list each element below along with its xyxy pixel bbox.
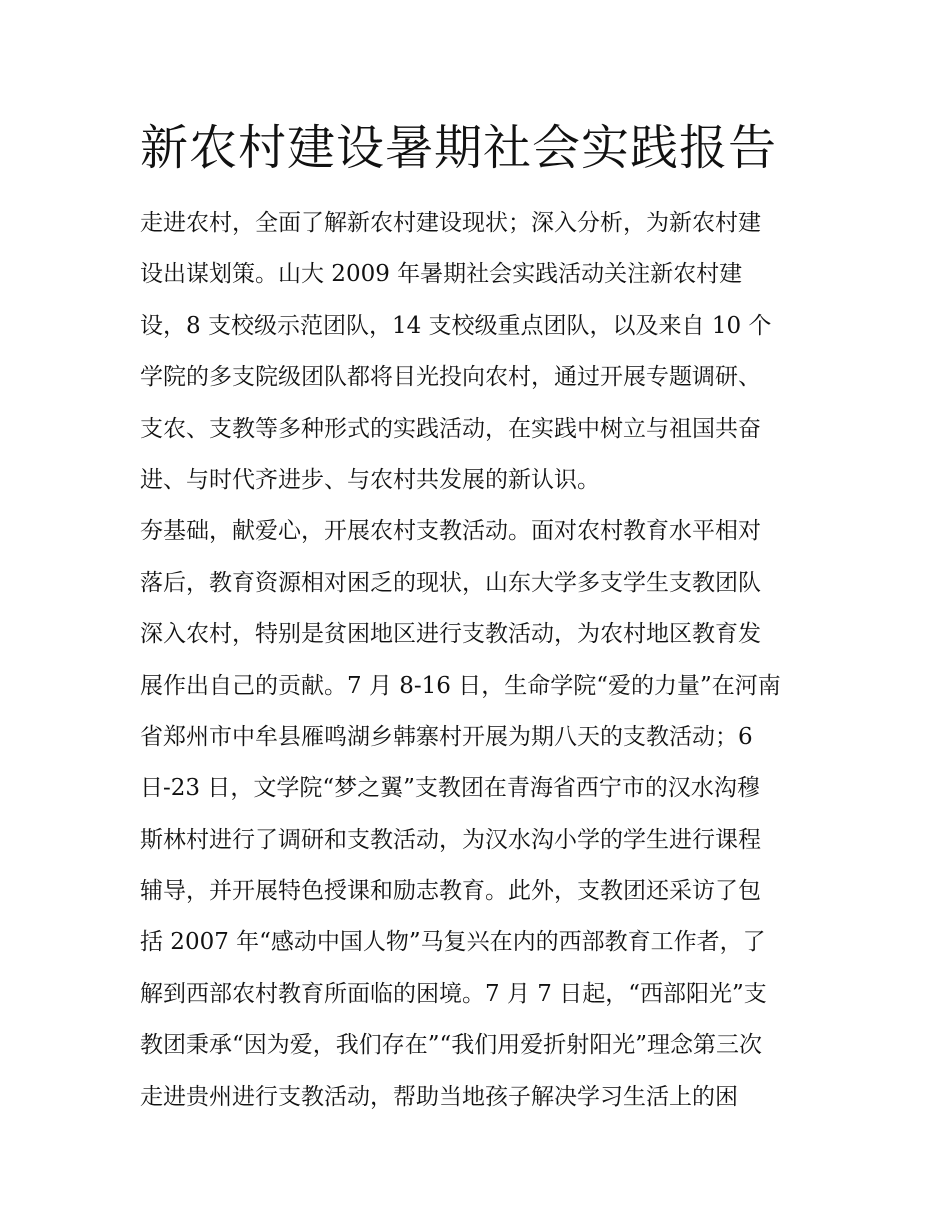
body-line: 辅导，并开展特色授课和励志教育。此外，支教团还采访了包 [140,878,761,905]
body-line: 落后，教育资源相对困乏的现状，山东大学多支学生支教团队 [140,569,761,596]
body-line: 教团秉承“因为爱，我们存在”“我们用爱折射阳光”理念第三次 [140,1032,763,1059]
body-line: 走进贵州进行支教活动，帮助当地孩子解决学习生活上的困 [140,1083,738,1110]
body-line: 展作出自己的贡献。7 月 8-16 日，生命学院“爱的力量”在河南 [140,672,781,699]
body-line: 走进农村，全面了解新农村建设现状；深入分析，为新农村建 [140,210,761,236]
body-line: 括 2007 年“感动中国人物”马复兴在内的西部教育工作者，了 [140,929,766,956]
body-line: 支农、支教等多种形式的实践活动，在实践中树立与祖国共奋 [140,415,761,442]
document-body [140,198,820,1123]
body-line: 省郑州市中牟县雁鸣湖乡韩寨村开展为期八天的支教活动；6 [140,723,753,750]
body-line: 学院的多支院级团队都将目光投向农村，通过开展专题调研、 [140,364,761,391]
body-line: 夯基础，献爱心，开展农村支教活动。面对农村教育水平相对 [140,518,761,545]
body-line: 设，8 支校级示范团队，14 支校级重点团队，以及来自 10 个 [140,312,772,339]
body-line: 设出谋划策。山大 2009 年暑期社会实践活动关注新农村建 [140,261,743,288]
document-title: 新农村建设暑期社会实践报告 [140,120,778,176]
body-line: 深入农村，特别是贫困地区进行支教活动，为农村地区教育发 [140,621,761,648]
body-line: 日-23 日，文学院“梦之翼”支教团在青海省西宁市的汉水沟穆 [140,775,760,802]
body-line: 进、与时代齐进步、与农村共发展的新认识。 [140,466,600,493]
body-line: 斯林村进行了调研和支教活动，为汉水沟小学的学生进行课程 [140,826,761,853]
body-line: 解到西部农村教育所面临的困境。7 月 7 日起，“西部阳光”支 [140,980,767,1007]
